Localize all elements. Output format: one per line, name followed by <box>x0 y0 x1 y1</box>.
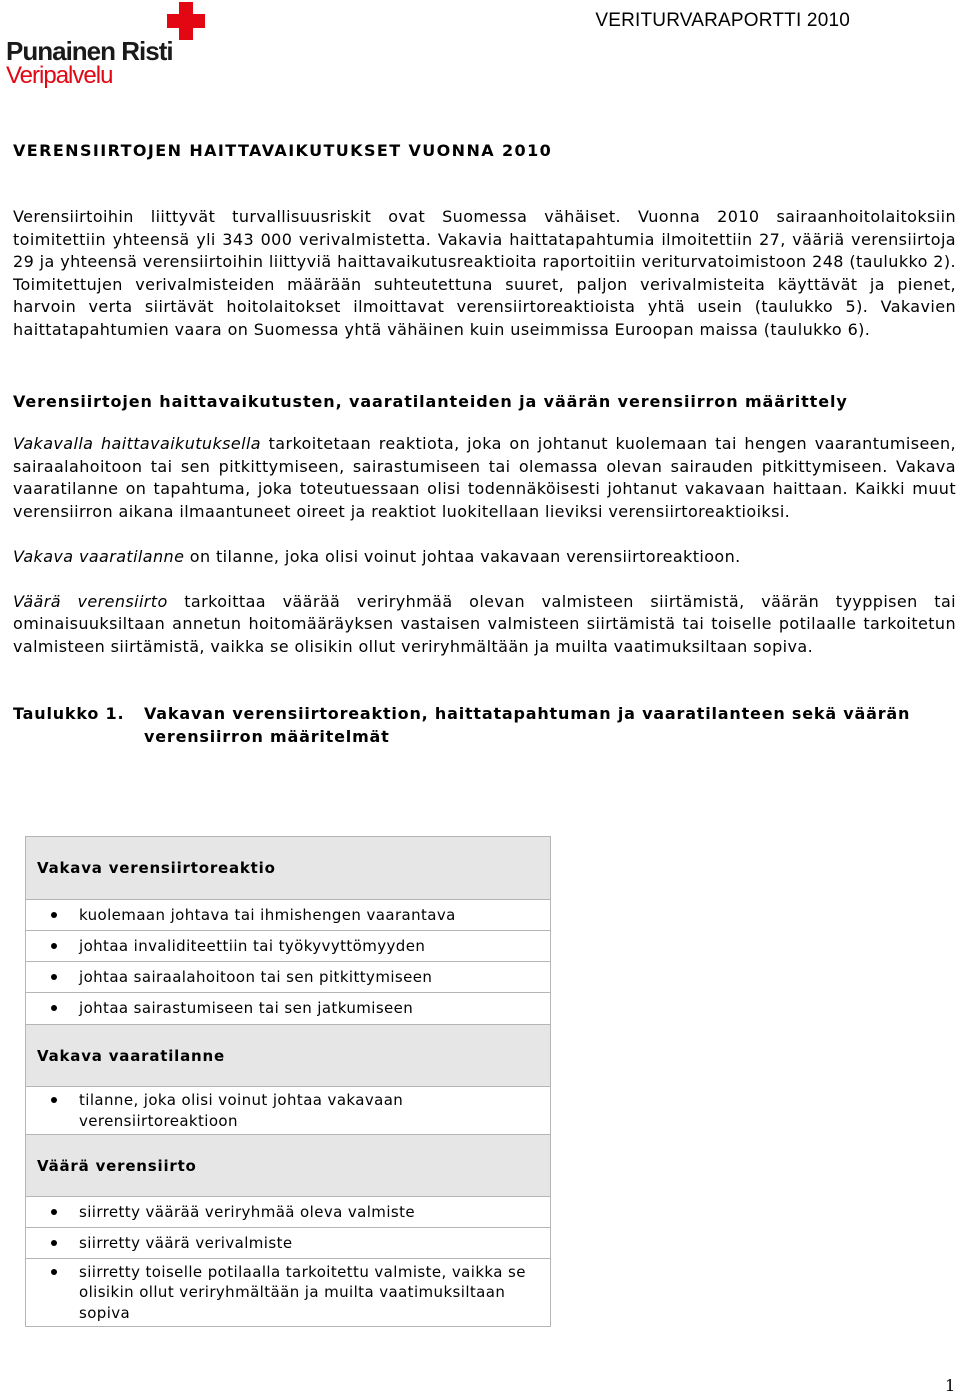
bullet-icon <box>51 974 57 980</box>
list-item: siirretty väärä verivalmiste <box>26 1233 550 1254</box>
table-number: Taulukko 1. <box>13 704 125 723</box>
table-title: Vakavan verensiirtoreaktion, haittatapahtuman ja vaaratilanteen sekä väärän verensiirron määritelmät <box>144 704 911 746</box>
definition-text: tarkoitetaan reaktiota, joka on johtanut kuolemaan tai hengen vaarantumiseen, sairaalahoitoon tai sen pitkittymiseen, sairastumiseen tai olemassa olevan sairauden pitkittymiseen. Vakava vaaratilanne on tapahtuma, joka toteutuessaan olisi todennäköisesti johtanut vakavaan haittaan. Kaikki muut verensiirron aikana ilmaantuneet oireet ja reaktiot luokitellaan lieviksi verensiirtoreaktioiksi. <box>13 434 956 521</box>
list-item: kuolemaan johtava tai ihmishengen vaarantava <box>26 905 550 926</box>
definition-serious-incident <box>13 546 956 569</box>
bullet-icon <box>51 1240 57 1246</box>
page-number: 1 <box>945 1376 956 1395</box>
list-item: siirretty toiselle potilaalla tarkoitettu valmiste, vaikka se olisikin ollut veriryhmältään ja muilta vaatimuksiltaan sopiva <box>26 1262 550 1324</box>
bullet-icon <box>51 1005 57 1011</box>
bullet-icon <box>51 912 57 918</box>
bullet-icon <box>51 1097 57 1103</box>
list-item: siirretty väärää veriryhmää oleva valmiste <box>26 1202 550 1223</box>
bullet-icon <box>51 1209 57 1215</box>
logo-line2: Veripalvelu <box>6 62 113 89</box>
bullet-icon <box>51 943 57 949</box>
list-item: johtaa sairastumiseen tai sen jatkumiseen <box>26 998 550 1019</box>
definitions-table <box>25 836 551 1327</box>
definition-term: Vakava vaaratilanne <box>13 546 185 566</box>
red-cross-icon <box>167 2 205 40</box>
list-item: tilanne, joka olisi voinut johtaa vakavaan verensiirtoreaktioon <box>26 1090 550 1131</box>
definition-text: tarkoittaa väärää veriryhmää olevan valmisteen siirtämistä, väärän tyyppisen tai ominaisuuksiltaan annetun hoitomääräyksen vastaisen valmisteen siirtämistä tai toiselle potilaalle tarkoitetun valmisteen siirtämistä, vaikka se olisikin ollut veriryhmältään ja muilta vaatimuksiltaan sopiva. <box>13 591 956 656</box>
document-body <box>13 138 956 748</box>
bullet-icon <box>51 1269 57 1275</box>
table-caption <box>13 703 956 748</box>
table-section-heading: Vakava vaaratilanne <box>26 1025 551 1087</box>
definition-serious-reaction <box>13 433 956 523</box>
definition-wrong-transfusion <box>13 591 956 659</box>
logo-line1: Punainen Risti <box>6 36 173 66</box>
section-title: VERENSIIRTOJEN HAITTAVAIKUTUKSET VUONNA 2010 <box>13 141 553 160</box>
intro-paragraph: Verensiirtoihin liittyvät turvallisuusriskit ovat Suomessa vähäiset. Vuonna 2010 sairaanhoitolaitoksiin toimitettiin yhteensä yli 343 000 verivalmistetta. Vakavia haittatapahtumia ilmoitettiin 27, vääriä verensiirtoja 29 ja yhteensä verensiirtoihin liittyviä haittavaikutusreaktioita raportoitiin veriturvatoimistoon 248 (taulukko 2). Toimitettujen verivalmisteiden määrään suhteutettuna suuret, paljon verivalmisteita käyttävät ja pienet, harvoin verta siirtävät hoitolaitokset ilmoittavat verensiirtoreaktioista yhtä usein (taulukko 5). Vakavien haittatapahtumien vaara on Suomessa yhtä vähäinen kuin useimmissa Euroopan maissa (taulukko 6). <box>13 207 956 339</box>
definition-text: on tilanne, joka olisi voinut johtaa vakavaan verensiirtoreaktioon. <box>184 546 741 566</box>
list-item: johtaa invaliditeettiin tai työkyvyttömyyden <box>26 936 550 957</box>
report-title: VERITURVARAPORTTI 2010 <box>595 10 850 31</box>
table-section-heading: Vakava verensiirtoreaktio <box>26 837 551 900</box>
red-cross-logo <box>6 2 206 92</box>
list-item: johtaa sairaalahoitoon tai sen pitkittymiseen <box>26 967 550 988</box>
definition-term: Vakavalla haittavaikutuksella <box>13 434 261 453</box>
definition-term: Väärä verensiirto <box>13 591 168 611</box>
definitions-heading: Verensiirtojen haittavaikutusten, vaaratilanteiden ja väärän verensiirron määrittely <box>13 392 848 411</box>
table-section-heading: Väärä verensiirto <box>26 1135 551 1197</box>
